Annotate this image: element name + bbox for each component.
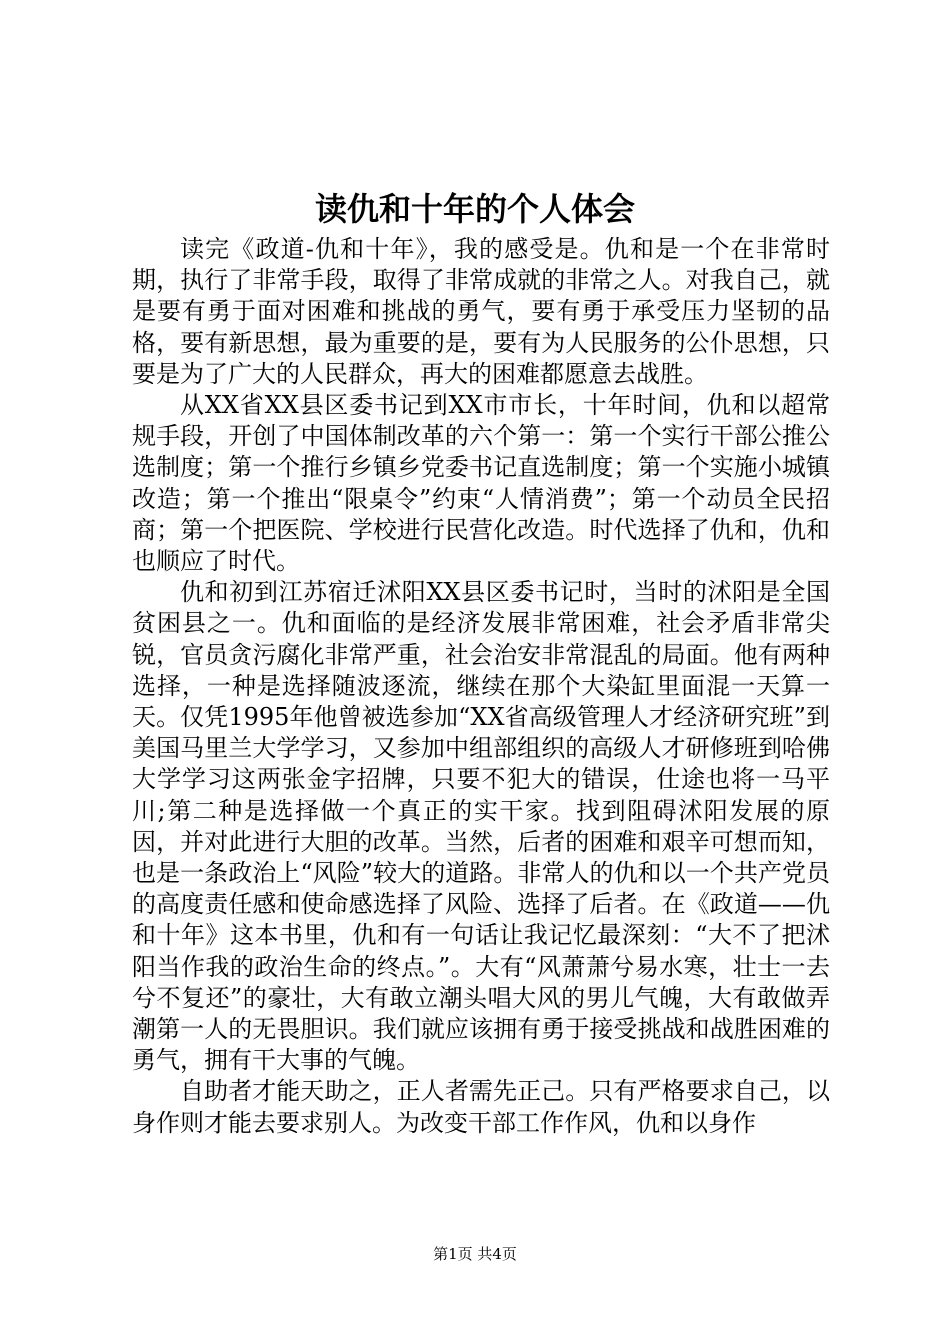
paragraph-3: 仇和初到江苏宿迁沭阳XX县区委书记时，当时的沭阳是全国贫困县之一。仇和面临的是经济发展非常困难，社会矛盾非常尖锐，官员贪污腐化非常严重，社会治安非常混乱的局面。他有两种选择，一种是选择随波逐流，继续在那个大染缸里面混一天算一天。仅凭1995年他曾被选参加“XX省高级管理人才经济研究班”到美国马里兰大学学习，又参加中组部组织的高级人才研修班到哈佛大学学习这两张金字招牌，只要不犯大的错误，仕途也将一马平川;第二种是选择做一个真正的实干家。找到阻碍沭阳发展的原因，并对此进行大胆的改革。当然，后者的困难和艰辛可想而知，也是一条政治上“风险”较大的道路。非常人的仇和以一个共产党员的高度责任感和使命感选择了风险、选择了后者。在《政道——仇和十年》这本书里，仇和有一句话让我记忆最深刻：“大不了把沭阳当作我的政治生命的终点。”。大有“风萧萧兮易水寒，壮士一去兮不复还”的豪壮，大有敢立潮头唱大风的男儿气魄，大有敢做弄潮第一人的无畏胆识。我们就应该拥有勇于接受挑战和战胜困难的勇气，拥有干大事的气魄。 <box>132 578 830 1075</box>
paragraph-4: 自助者才能天助之，正人者需先正己。只有严格要求自己，以身作则才能去要求别人。为改变干部工作作风，仇和以身作 <box>132 1077 830 1137</box>
page-footer: 第1页 共4页 <box>433 1245 517 1263</box>
paragraph-1: 读完《政道-仇和十年》，我的感受是。仇和是一个在非常时期，执行了非常手段，取得了非常成就的非常之人。对我自己，就是要有勇于面对困难和挑战的勇气，要有勇于承受压力坚韧的品格，要有新思想，最为重要的是，要有为人民服务的公仆思想，只要是为了广大的人民群众，再大的困难都愿意去战胜。 <box>132 235 830 388</box>
document-title: 读仇和十年的个人体会 <box>314 190 635 228</box>
document-body <box>132 234 830 1139</box>
paragraph-2: 从XX省XX县区委书记到XX市市长，十年时间，仇和以超常规手段，开创了中国体制改革的六个第一：第一个实行干部公推公选制度；第一个推行乡镇乡党委书记直选制度；第一个实施小城镇改造；第一个推出“限桌令”约束“人情消费”；第一个动员全民招商；第一个把医院、学校进行民营化改造。时代选择了仇和，仇和也顺应了时代。 <box>132 391 830 576</box>
